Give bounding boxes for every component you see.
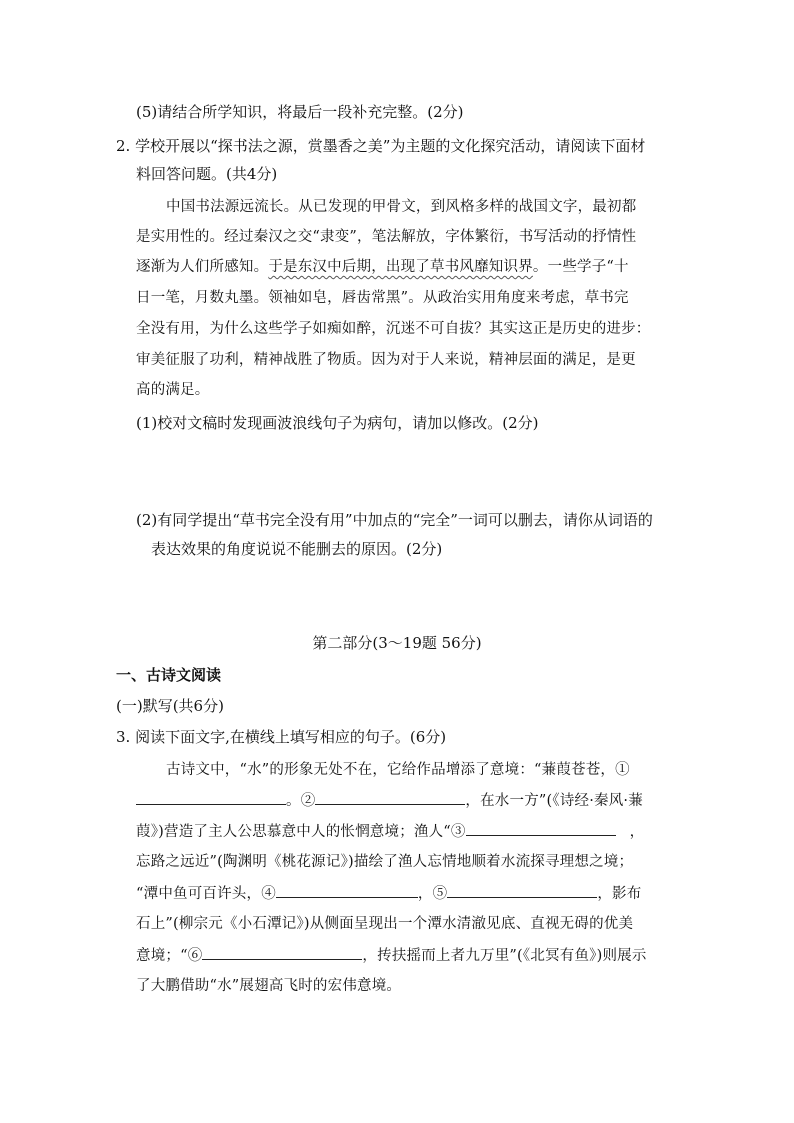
subsection-heading: (一)默写(共6分) [116,697,224,715]
q3-line [136,883,641,904]
q3-line: 石上”(柳宗元《小石潭记》)从侧面呈现出一个潭水清澈见底、直视无碍的优美 [136,916,634,932]
q3-line: 了大鹏借助“水”展翅高飞时的宏伟意境。 [136,978,402,994]
blank-6[interactable] [202,945,362,960]
passage-line: 全没有用，为什么这些学子如痴如醉，沉迷不可自拔？其实这正是历史的进步： [136,321,651,337]
passage-text: 逐渐为人们所感知。 [136,259,269,275]
blank-1[interactable] [136,790,286,805]
passage-text: 。一些学子“十 [532,259,629,275]
passage-line: 中国书法源远流长。从已发现的甲骨文，到风格多样的战国文字，最初都 [166,199,637,215]
q3-line [136,790,643,811]
subquestion-2-line2: 表达效果的角度说说不能删去的原因。(2分) [151,540,443,558]
passage-line [136,257,629,277]
q3-text: ，影布 [597,886,642,902]
q3-text: “潭中鱼可百许头，④ [136,886,276,902]
passage-line: 日一笔，月数丸墨。领袖如皂，唇齿常黑”。从政治实用角度来考虑，草书完 [136,290,629,306]
q3-text: ，在水一方”(《诗经·秦风·蒹 [465,793,643,809]
wavy-underlined-sentence: 于是东汉中后期，出现了草书风靡知识界 [268,259,533,275]
q3-stem: 3. 阅读下面文字,在横线上填写相应的句子。(6分) [116,728,447,746]
q3-text: ，抟扶摇而上者九万里”(《北冥有鱼》)则展示 [362,948,647,964]
q3-line [136,821,644,842]
q3-line: 古诗文中，“水”的形象无处不在，它给作品增添了意境：“蒹葭苍苍，① [166,762,630,778]
part2-title: 第二部分(3～19题 56分) [312,634,482,652]
subquestion-2-line1: (2)有同学提出“草书完全没有用”中加点的“完全”一词可以删去，请你从词语的 [136,511,653,529]
q3-text: 。② [286,793,316,809]
passage-line: 是实用性的。经过秦汉之交“隶变”，笔法解放，字体繁衍，书写活动的抒情性 [136,229,637,245]
q3-line [136,945,647,966]
q2-stem-line2: 料回答问题。(共4分) [136,165,278,183]
passage-line: 高的满足。 [136,382,210,398]
blank-5[interactable] [447,883,597,898]
blank-4[interactable] [276,883,418,898]
passage-line: 审美征服了功利，精神战胜了物质。因为对于人来说，精神层面的满足，是更 [136,352,636,368]
subquestion-1: (1)校对文稿时发现画波浪线句子为病句，请加以修改。(2分) [136,414,539,432]
q3-text: 意境；“⑥ [136,948,203,964]
q3-line: 忘路之远近”(陶渊明《桃花源记》)描绘了渔人忘情地顺着水流探寻理想之境； [136,854,634,870]
q3-text: 葭》)营造了主人公思慕意中人的怅惘意境；渔人“③ [136,824,466,840]
q2-part5-text: (5)请结合所学知识，将最后一段补充完整。(2分) [136,103,464,121]
q3-text: ，⑤ [417,886,448,902]
q2-stem-line1: 2. 学校开展以“探书法之源，赏墨香之美”为主题的文化探究活动，请阅读下面材 [116,137,646,155]
q3-text: ， [629,824,645,840]
blank-3[interactable] [466,821,616,836]
section-heading: 一、古诗文阅读 [116,666,222,684]
blank-2[interactable] [315,790,465,805]
